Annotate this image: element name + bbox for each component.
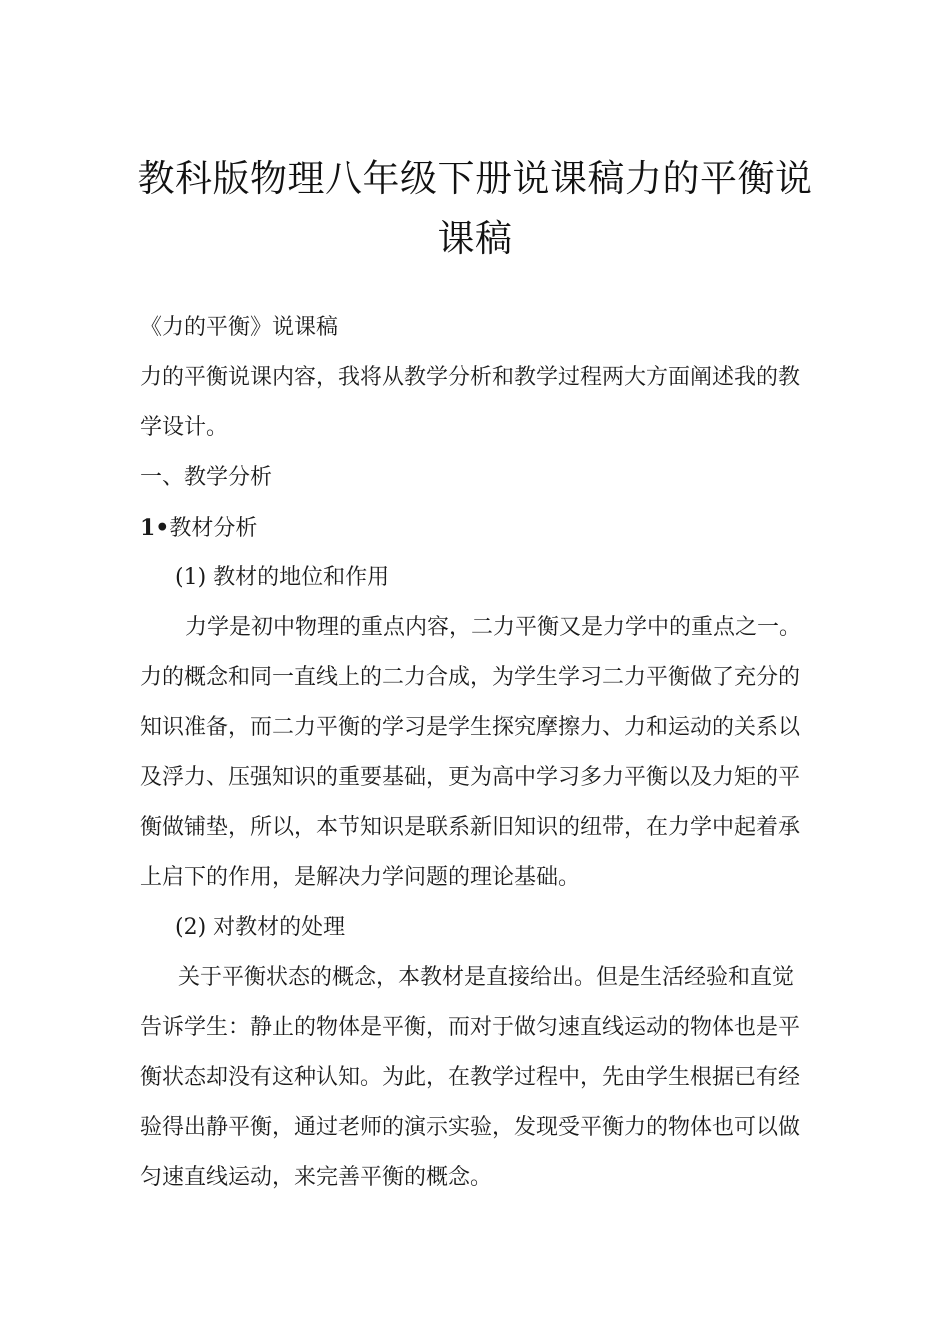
paragraph-1-line: 衡做铺垫，所以，本节知识是联系新旧知识的纽带，在力学中起着承: [140, 815, 801, 840]
intro-line-2: 学设计。: [140, 415, 229, 440]
paragraph-1-line: 力的概念和同一直线上的二力合成，为学生学习二力平衡做了充分的: [140, 665, 801, 690]
subsection-title: 教材分析: [169, 516, 258, 541]
paragraph-1-line: 力学是初中物理的重点内容，二力平衡又是力学中的重点之一。: [185, 615, 802, 640]
paragraph-1-line: 上启下的作用，是解决力学问题的理论基础。: [140, 865, 581, 890]
paragraph-2-line: 衡状态却没有这种认知。为此，在教学过程中，先由学生根据已有经: [140, 1065, 801, 1090]
section-heading-teaching-analysis: 一、教学分析: [140, 465, 273, 490]
document-title-line-2: 课稿: [437, 217, 513, 260]
paragraph-2-line: 验得出静平衡，通过老师的演示实验，发现受平衡力的物体也可以做: [140, 1115, 801, 1140]
paragraph-1-line: 及浮力、压强知识的重要基础，更为高中学习多力平衡以及力矩的平: [140, 765, 801, 790]
item-heading-textbook-handling: (2) 对教材的处理: [175, 915, 346, 940]
subsection-number: 1•: [140, 515, 170, 541]
lesson-heading: 《力的平衡》说课稿: [140, 315, 339, 340]
paragraph-2-line: 关于平衡状态的概念，本教材是直接给出。但是生活经验和直觉: [178, 965, 795, 990]
item-heading-status-and-role: (1) 教材的地位和作用: [175, 565, 390, 590]
paragraph-2-line: 告诉学生：静止的物体是平衡，而对于做匀速直线运动的物体也是平: [140, 1015, 801, 1040]
paragraph-1-line: 知识准备，而二力平衡的学习是学生探究摩擦力、力和运动的关系以: [140, 715, 801, 740]
document-title-line-1: 教科版物理八年级下册说课稿力的平衡说: [137, 157, 813, 200]
paragraph-2-line: 匀速直线运动，来完善平衡的概念。: [140, 1165, 493, 1190]
subsection-heading-textbook-analysis: [140, 512, 257, 545]
intro-line-1: 力的平衡说课内容，我将从教学分析和教学过程两大方面阐述我的教: [140, 365, 801, 390]
